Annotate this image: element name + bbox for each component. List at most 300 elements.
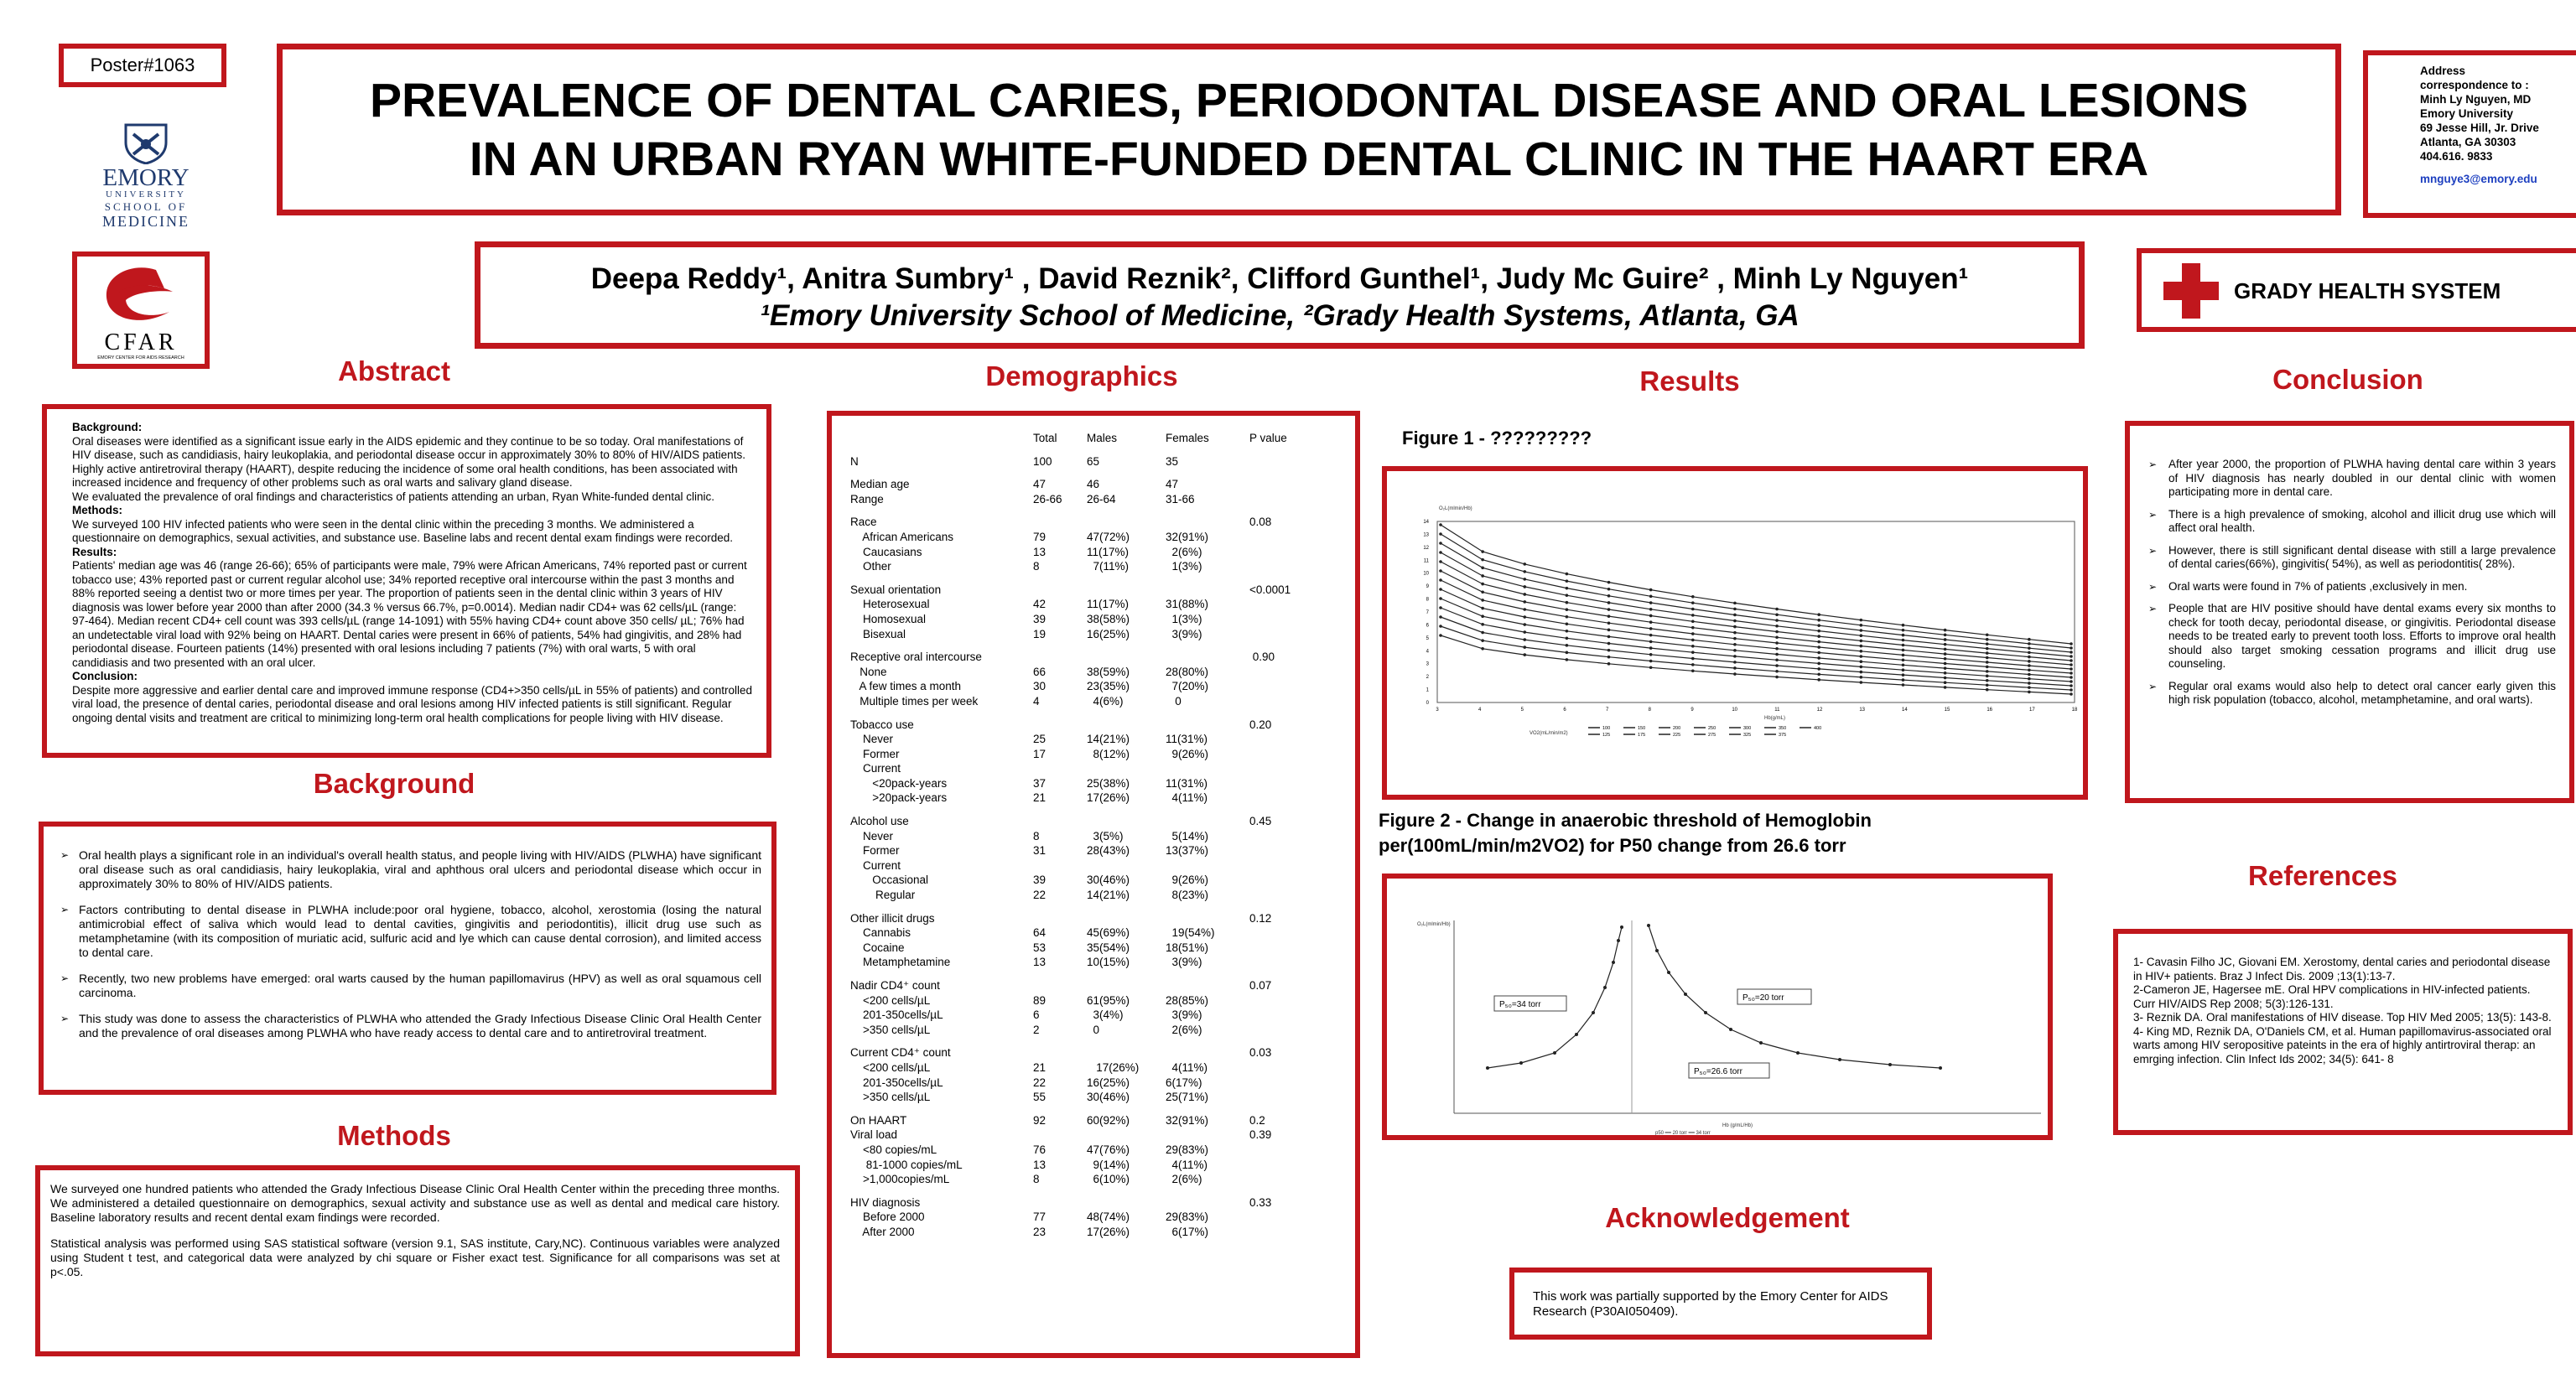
table-cell xyxy=(1246,1225,1320,1240)
table-cell: 8 xyxy=(1033,560,1040,573)
table-cell xyxy=(1246,1143,1320,1158)
figure1-point xyxy=(1649,614,1653,618)
table-cell: Homosexual xyxy=(850,612,927,625)
figure1-point xyxy=(1733,637,1737,640)
table-cell xyxy=(1246,506,1320,515)
table-cell: <0.0001 xyxy=(1249,583,1291,596)
table-cell: 1(3%) xyxy=(1166,612,1202,625)
demographics-box xyxy=(827,411,1360,1358)
figure1-point xyxy=(1733,666,1737,670)
table-cell xyxy=(1246,1158,1320,1173)
figure1-series-line xyxy=(1441,543,2071,652)
figure1-point xyxy=(1566,630,1569,633)
figure1-point xyxy=(1944,657,1947,661)
figure1-point xyxy=(1986,633,1989,636)
figure1-xtick: 16 xyxy=(1987,708,1993,713)
address-line: Address xyxy=(2420,65,2466,77)
figure1-point xyxy=(1691,669,1695,672)
table-row xyxy=(847,1158,1320,1173)
table-row xyxy=(847,1037,1320,1045)
table-cell: 53 xyxy=(1033,941,1046,954)
figure1-ytick: 1 xyxy=(1426,687,1429,693)
figure1-point xyxy=(2070,651,2073,654)
figure1-xtick: 5 xyxy=(1520,708,1524,713)
abstract-body xyxy=(72,421,753,725)
table-cell: 25(71%) xyxy=(1166,1091,1209,1104)
figure1-xtick: 6 xyxy=(1563,708,1566,713)
figure1-point xyxy=(1439,542,1442,545)
figure1-point xyxy=(1817,667,1820,671)
table-cell xyxy=(1030,970,1083,978)
table-row xyxy=(847,806,1320,814)
figure1-point xyxy=(1481,614,1484,618)
table-row xyxy=(847,761,1320,776)
table-cell: Range xyxy=(850,492,884,505)
figure1-xtick: 7 xyxy=(1605,708,1609,713)
table-cell: Occasional xyxy=(850,874,929,887)
figure1-point xyxy=(1817,624,1820,627)
figure1-point xyxy=(1439,532,1442,536)
table-cell xyxy=(1162,1128,1246,1143)
table-cell xyxy=(1162,806,1246,814)
table-cell: 6(17%) xyxy=(1166,1225,1209,1238)
table-cell: None xyxy=(850,665,887,678)
table-cell: 11(17%) xyxy=(1087,545,1130,558)
table-cell: Cannabis xyxy=(850,926,911,940)
figure2-point xyxy=(1617,939,1620,942)
table-cell: <80 copies/mL xyxy=(850,1143,937,1156)
figure1-point xyxy=(2028,691,2031,694)
table-row xyxy=(847,955,1320,970)
table-cell xyxy=(1162,718,1246,733)
figure1-series-line xyxy=(1441,635,2071,694)
address-line: Atlanta, GA 30303 xyxy=(2420,136,2516,148)
table-cell: 23 xyxy=(1033,1225,1046,1238)
table-row xyxy=(847,1060,1320,1076)
figure1-point xyxy=(1775,625,1779,628)
figure1-point xyxy=(2070,680,2073,683)
background-box xyxy=(39,822,776,1095)
conclusion-box xyxy=(2125,421,2574,803)
table-cell xyxy=(1083,469,1162,477)
table-cell xyxy=(1083,814,1162,829)
figure1-point xyxy=(1902,649,1905,652)
table-cell xyxy=(1246,492,1320,507)
table-cell: 1(3%) xyxy=(1166,560,1202,573)
table-cell xyxy=(1162,506,1246,515)
figure1-point xyxy=(1775,653,1779,656)
table-cell xyxy=(1162,761,1246,776)
emory-univ: UNIVERSITY xyxy=(106,189,186,200)
figure1-xtick: 11 xyxy=(1774,708,1780,713)
figure1-point xyxy=(2070,692,2073,696)
table-cell: N xyxy=(850,454,859,468)
table-cell: Bisexual xyxy=(850,627,906,640)
table-cell: 201-350cells/µL xyxy=(850,1008,943,1022)
figure1-point xyxy=(1649,627,1653,630)
table-cell: >1,000copies/mL xyxy=(850,1173,950,1186)
table-cell: 17(26%) xyxy=(1087,791,1130,805)
table-cell: 42 xyxy=(1033,598,1046,611)
figure1-xtick: 15 xyxy=(1944,708,1950,713)
red-cross-icon xyxy=(2162,262,2220,320)
figure1-point xyxy=(1481,631,1484,635)
table-cell xyxy=(1246,694,1320,709)
table-cell xyxy=(1083,806,1162,814)
table-cell xyxy=(1246,1060,1320,1076)
table-cell: 10(15%) xyxy=(1087,956,1130,969)
table-cell xyxy=(1162,641,1246,650)
table-cell xyxy=(1030,1105,1083,1113)
table-row xyxy=(847,583,1320,598)
table-cell: 55 xyxy=(1033,1091,1046,1104)
table-row xyxy=(847,1128,1320,1143)
table-row xyxy=(847,597,1320,612)
figure1-point xyxy=(1439,615,1442,619)
figure1-point xyxy=(1481,550,1484,553)
figure1-point xyxy=(1439,597,1442,600)
figure2-point xyxy=(1575,1033,1578,1036)
figure1-point xyxy=(2028,673,2031,677)
table-cell: 0.33 xyxy=(1249,1195,1272,1209)
table-cell: Nadir CD4⁺ count xyxy=(850,979,940,992)
table-row xyxy=(847,747,1320,762)
table-cell: 65 xyxy=(1087,454,1100,468)
figure2-point xyxy=(1759,1041,1763,1045)
figure1-point xyxy=(1733,625,1737,629)
table-cell: 32(91%) xyxy=(1166,530,1209,543)
figure1-ytick: 14 xyxy=(1423,520,1429,525)
table-cell: 3(9%) xyxy=(1166,956,1202,969)
figure1-point xyxy=(1733,620,1737,623)
table-cell: 30(46%) xyxy=(1087,874,1130,887)
table-cell: 76 xyxy=(1033,1143,1046,1156)
figure1-legend-title: VO2(mL/min/m2) xyxy=(1530,731,1568,736)
table-cell: 2 xyxy=(1033,1023,1040,1036)
conclusion-bullet: ➢ Regular oral exams would also help to detect oral cancer early given this high risk population (tobacco, alcohol, metamphetamine, and oral warts). xyxy=(2148,680,2556,708)
references-list xyxy=(2133,956,2553,1066)
table-cell xyxy=(1246,761,1320,776)
abstract-conclusion-text: Despite more aggressive and earlier dental care and improved immune response (CD4+>350 cells/µL in 55% of patients) and controlled viral load, the presence of dental caries, periodontal disease and oral lesions among HIV infected patients is still significant. Regular ongoing dental visits and treatment are critical to minimizing long-term oral health complications for people living with HIV disease. xyxy=(72,683,752,724)
figure1-point xyxy=(1902,663,1905,666)
table-cell xyxy=(1162,469,1246,477)
figure1-point xyxy=(1986,651,1989,655)
figure1-point xyxy=(1607,614,1611,618)
figure1-point xyxy=(1607,635,1611,639)
table-row xyxy=(847,545,1320,560)
table-cell xyxy=(1246,545,1320,560)
table-cell xyxy=(1246,1172,1320,1187)
figure1-legend-entry: 375 xyxy=(1779,733,1787,738)
figure1-point xyxy=(2070,667,2073,671)
figure1-ytick: 7 xyxy=(1426,610,1429,615)
table-row xyxy=(847,1008,1320,1023)
demographics-heading: Demographics xyxy=(985,360,1178,391)
figure1-point xyxy=(1649,640,1653,644)
demographics-table xyxy=(847,431,1320,1240)
table-header-cell: Total xyxy=(1033,432,1057,444)
table-header-cell: Males xyxy=(1087,432,1118,444)
figure2-annotation: P₅₀=34 torr xyxy=(1499,1000,1541,1009)
figure1-point xyxy=(1523,638,1526,641)
table-cell: 4(11%) xyxy=(1166,791,1208,805)
figure1-point xyxy=(1439,634,1442,637)
figure2-xlabel: Hb (g/mL/Hb) xyxy=(1722,1123,1753,1128)
figure1-legend-entry: 175 xyxy=(1638,733,1646,738)
table-cell: 11(31%) xyxy=(1166,776,1208,790)
figure1-point xyxy=(1775,619,1779,622)
figure1-chart xyxy=(1387,471,2083,795)
methods-p1: We surveyed one hundred patients who attended the Grady Infectious Disease Clinic Oral Health Center within the preceding three months. We administered a detailed questionnaire on demographics, sexual activity and substance use as well as dental and medical care history. Baseline laboratory results and recent dental exam findings were recorded. xyxy=(50,1182,780,1224)
figure2-point xyxy=(1553,1051,1556,1055)
table-row xyxy=(847,1113,1320,1128)
background-bullet: ➢ This study was done to assess the characteristics of PLWHA who attended the Grady Infectious Disease Clinic Oral Health Center and the prevalence of oral diseases among PLWHA who have ready access to dental care and to antiretroviral treatment. xyxy=(60,1012,761,1040)
table-cell xyxy=(1162,1045,1246,1060)
figure1-point xyxy=(1902,678,1905,682)
figure1-point xyxy=(1817,640,1820,644)
table-cell: 81-1000 copies/mL xyxy=(850,1158,963,1171)
table-row xyxy=(847,530,1320,545)
table-cell xyxy=(1246,1210,1320,1225)
table-cell: Current CD4⁺ count xyxy=(850,1046,951,1060)
figure1-point xyxy=(1817,613,1820,616)
figure1-point xyxy=(1691,614,1695,617)
poster-number-box xyxy=(59,44,226,87)
address-email[interactable]: mnguye3@emory.edu xyxy=(2420,173,2537,185)
table-cell xyxy=(1162,1037,1246,1045)
table-cell xyxy=(1246,454,1320,469)
figure1-point xyxy=(1860,629,1863,632)
abstract-bg-text2: We evaluated the prevalence of oral findings and characteristics of patients attending an urban, Ryan White-funded dental clinic. xyxy=(72,490,714,503)
figure1-point xyxy=(2028,686,2031,689)
table-cell xyxy=(1246,903,1320,911)
figure2-point xyxy=(1729,1028,1732,1031)
figure1-point xyxy=(1607,608,1611,611)
table-cell: 26-64 xyxy=(1087,492,1116,505)
table-cell: 8(12%) xyxy=(1087,747,1130,760)
figure1-point xyxy=(1860,655,1863,658)
figure1-ytick: 0 xyxy=(1426,701,1429,706)
figure1-point xyxy=(1733,661,1737,664)
table-row xyxy=(847,858,1320,874)
figure1-point xyxy=(1775,658,1779,661)
table-cell: 8 xyxy=(1033,1173,1040,1186)
table-cell: 4(11%) xyxy=(1166,1158,1208,1171)
figure2-point xyxy=(1620,925,1623,929)
reference-item: 3- Reznik DA. Oral manifestations of HIV disease. Top HIV Med 2005; 13(5): 143-8. xyxy=(2133,1011,2552,1024)
conclusion-bullet: ➢ Oral warts were found in 7% of patients ,exclusively in men. xyxy=(2148,580,2556,594)
table-cell: African Americans xyxy=(850,530,954,543)
figure1-point xyxy=(1523,562,1526,566)
figure1-point xyxy=(1566,658,1569,661)
figure1-ytick: 3 xyxy=(1426,661,1429,667)
figure1-label: Figure 1 - ????????? xyxy=(1402,428,1592,448)
table-cell xyxy=(1246,1076,1320,1091)
table-row xyxy=(847,641,1320,650)
table-cell xyxy=(1246,1037,1320,1045)
table-row xyxy=(847,903,1320,911)
table-cell xyxy=(1083,650,1162,665)
table-cell xyxy=(1246,858,1320,874)
table-cell xyxy=(847,1037,1030,1045)
figure1-point xyxy=(1986,688,1989,692)
table-cell xyxy=(847,709,1030,718)
figure1-point xyxy=(1775,670,1779,673)
table-cell xyxy=(1083,1187,1162,1195)
table-cell xyxy=(1030,506,1083,515)
address-line: 69 Jesse Hill, Jr. Drive xyxy=(2420,122,2539,134)
title-box xyxy=(277,44,2341,215)
figure1-point xyxy=(1775,608,1779,611)
figure2-point xyxy=(1612,961,1615,964)
table-cell xyxy=(1083,709,1162,718)
table-row xyxy=(847,776,1320,791)
table-cell xyxy=(1030,1037,1083,1045)
abstract-bg-text: Oral diseases were identified as a significant issue early in the AIDS epidemic and they continue to be so today. Oral manifestations of HIV disease, such as candidiasis, hairy leukoplakia, and periodontal disease occur in approximately 30% to 80% of HIV/AIDS patients. Highly active antiretroviral therapy (HAART), despite reducing the incidence of some oral health conditions, has been associated with increased incidence and frequency of other problems such as oral warts and salivary gland disease. xyxy=(72,434,745,489)
table-cell xyxy=(1083,574,1162,583)
figure1-point xyxy=(1566,587,1569,590)
table-cell: 6 xyxy=(1033,1008,1040,1022)
figure1-legend-entry: 350 xyxy=(1779,726,1787,731)
figure1-xtick: 3 xyxy=(1436,708,1439,713)
table-cell xyxy=(1030,469,1083,477)
address-line: 404.616. 9833 xyxy=(2420,150,2493,163)
table-row xyxy=(847,829,1320,844)
table-row xyxy=(847,718,1320,733)
figure1-point xyxy=(1860,619,1863,622)
figure1-xtick: 17 xyxy=(2028,708,2035,713)
table-row xyxy=(847,665,1320,680)
figure1-point xyxy=(1649,666,1653,669)
table-cell xyxy=(1246,747,1320,762)
figure1-point xyxy=(1986,656,1989,660)
table-cell: Former xyxy=(850,844,900,858)
figure1-point xyxy=(1439,551,1442,554)
figure1-point xyxy=(2028,660,2031,663)
table-cell: Heterosexual xyxy=(850,598,930,611)
figure1-point xyxy=(1566,573,1569,576)
acknowledgement-heading: Acknowledgement xyxy=(1605,1202,1850,1233)
figure2-ylabel: O₂L(mlmin/Hb) xyxy=(1417,922,1451,927)
table-cell: After 2000 xyxy=(850,1225,915,1238)
table-cell: 11(31%) xyxy=(1166,733,1208,746)
table-cell xyxy=(1246,993,1320,1008)
reference-item: 4- King MD, Reznik DA, O'Daniels CM, et al. Human papillomavirus-associated oral warts among HIV seropositive pateints in the era of highly antirtroviral therap: an emrging infection. Clin Infect Ids 2002; 34(5): 641- 8 xyxy=(2133,1024,2552,1065)
table-cell: 4 xyxy=(1033,694,1040,708)
figure1-point xyxy=(1566,615,1569,619)
table-cell: 39 xyxy=(1033,874,1046,887)
figure2-point xyxy=(1486,1066,1489,1070)
abstract-methods-text: We surveyed 100 HIV infected patients who were seen in the dental clinic within the preceding 3 months. We administered a questionnaire on demographics, sexual activities, and substance use. Baseline labs and recent dental exam findings were recorded. xyxy=(72,517,733,544)
figure1-point xyxy=(2028,664,2031,667)
table-cell xyxy=(1030,761,1083,776)
figure1-point xyxy=(1860,650,1863,653)
table-row xyxy=(847,1187,1320,1195)
figure1-point xyxy=(1817,651,1820,655)
table-cell xyxy=(1083,1128,1162,1143)
table-cell: 14(21%) xyxy=(1087,733,1130,746)
figure1-point xyxy=(1733,649,1737,652)
table-cell: 28(43%) xyxy=(1087,844,1130,858)
table-cell: 8(23%) xyxy=(1166,889,1209,902)
table-cell xyxy=(1083,911,1162,926)
table-row xyxy=(847,1105,1320,1113)
figure1-xtick: 9 xyxy=(1690,708,1694,713)
table-row xyxy=(847,1172,1320,1187)
figure1-point xyxy=(1817,673,1820,677)
figure1-xtick: 13 xyxy=(1859,708,1866,713)
table-cell: 28(80%) xyxy=(1166,665,1209,678)
figure1-point xyxy=(1649,653,1653,656)
figure1-point xyxy=(1439,606,1442,609)
figure1-point xyxy=(1902,634,1905,637)
table-cell xyxy=(847,574,1030,583)
table-cell xyxy=(1083,583,1162,598)
figure1-point xyxy=(2070,642,2073,645)
table-row xyxy=(847,978,1320,993)
table-row xyxy=(847,791,1320,806)
figure1-point xyxy=(1733,643,1737,646)
figure1-point xyxy=(1733,602,1737,605)
table-cell xyxy=(1030,1045,1083,1060)
table-header-row xyxy=(847,431,1320,446)
figure1-point xyxy=(1607,621,1611,625)
table-cell xyxy=(1162,814,1246,829)
table-cell xyxy=(1083,903,1162,911)
table-cell xyxy=(1083,1045,1162,1060)
table-cell: 29(83%) xyxy=(1166,1143,1209,1156)
table-cell xyxy=(847,1187,1030,1195)
address-line: Minh Ly Nguyen, MD xyxy=(2420,93,2532,106)
table-cell: 29(83%) xyxy=(1166,1211,1209,1224)
table-cell: 3(9%) xyxy=(1166,627,1202,640)
authors-affiliations: ¹Emory University School of Medicine, ²Grady Health Systems, Atlanta, GA xyxy=(760,299,1800,332)
figure1-point xyxy=(2028,638,2031,641)
figure1-point xyxy=(1860,681,1863,684)
table-cell xyxy=(1162,858,1246,874)
table-cell: 28(85%) xyxy=(1166,993,1209,1007)
grady-box xyxy=(2137,248,2576,332)
figure1-point xyxy=(1775,676,1779,679)
figure2-point xyxy=(1704,1011,1707,1014)
figure1-point xyxy=(1607,629,1611,632)
table-cell: 0.45 xyxy=(1249,815,1272,828)
figure1-point xyxy=(2028,656,2031,659)
table-cell: 37 xyxy=(1033,776,1046,790)
title-line2: IN AN URBAN RYAN WHITE-FUNDED DENTAL CLINIC IN THE HAART ERA xyxy=(469,132,2149,186)
table-cell xyxy=(847,641,1030,650)
emory-logo xyxy=(86,119,206,233)
figure1-point xyxy=(1607,662,1611,666)
figure2-point xyxy=(1592,1011,1595,1014)
table-cell: Current xyxy=(850,762,901,775)
table-row xyxy=(847,574,1320,583)
figure1-ytick: 10 xyxy=(1423,571,1429,577)
figure1-point xyxy=(1860,640,1863,643)
table-cell: Sexual orientation xyxy=(850,583,942,596)
figure2-legend: p50 ━━ 20 torr ━━ 34 torr xyxy=(1655,1131,1711,1135)
table-cell xyxy=(1246,665,1320,680)
poster-number: Poster#1063 xyxy=(90,54,195,75)
abstract-heading: Abstract xyxy=(338,355,450,386)
grady-name: GRADY HEALTH SYSTEM xyxy=(2234,278,2501,303)
table-cell: Never xyxy=(850,829,894,842)
table-cell: HIV diagnosis xyxy=(850,1195,921,1209)
table-cell: 11(17%) xyxy=(1087,598,1130,611)
figure1-point xyxy=(2070,676,2073,679)
table-cell xyxy=(847,506,1030,515)
figure1-point xyxy=(1902,668,1905,671)
